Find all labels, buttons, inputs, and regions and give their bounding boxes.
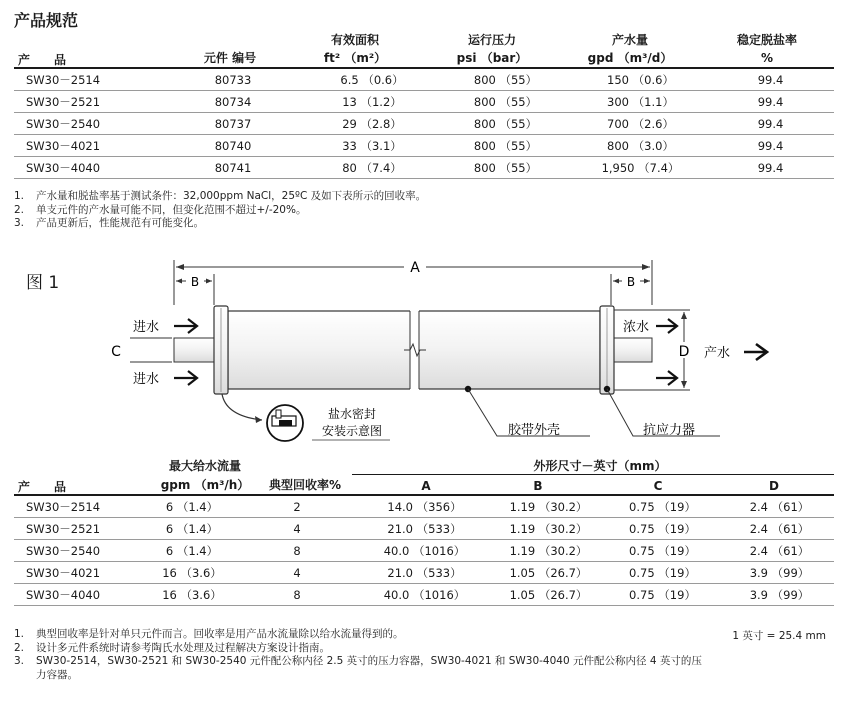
dims-cell-feed: 16 （3.6） — [142, 562, 242, 584]
spec-cell-product: SW30－2514 — [14, 69, 159, 91]
note-number: 3. — [14, 217, 25, 229]
spec-cell-area: 80 （7.4） — [307, 157, 437, 179]
dims-row — [14, 584, 834, 606]
concentrate-arrow-bottom — [656, 371, 677, 385]
dims-cell-a: 21.0 （533） — [352, 518, 497, 540]
spec-notes — [14, 190, 426, 231]
spec-cell-area: 33 （3.1） — [307, 135, 437, 157]
brine-seal-callout — [222, 394, 390, 441]
spec-header-rejection-unit: % — [760, 51, 774, 65]
spec-cell-pressure: 800 （55） — [437, 157, 574, 179]
feed-arrow-bottom — [174, 371, 197, 385]
dims-note — [14, 642, 702, 656]
spec-cell-code: 80740 — [159, 135, 307, 157]
brine-seal-label-line2: 安装示意图 — [321, 424, 383, 438]
dims-cell-a: 40.0 （1016） — [352, 584, 497, 606]
note-number: 2. — [14, 203, 25, 216]
spec-cell-code: 80734 — [159, 91, 307, 113]
spec-cell-code: 80733 — [159, 69, 307, 91]
dims-cell-d: 3.9 （99） — [725, 562, 834, 584]
spec-header-pressure-unit: psi （bar） — [456, 51, 528, 65]
dims-row — [14, 518, 834, 540]
unit-conversion-note: 1 英寸 = 25.4 mm — [732, 630, 826, 642]
dims-note — [14, 655, 702, 669]
dims-header-d: D — [769, 479, 779, 493]
dimension-d-label: D — [678, 344, 690, 360]
dims-header-outline: 外形尺寸－英寸（mm） — [533, 459, 667, 473]
spec-cell-flow: 1,950 （7.4） — [574, 157, 707, 179]
feed-label-top: 进水 — [133, 320, 160, 335]
dims-notes — [14, 628, 702, 682]
note-number: 2. — [14, 641, 25, 654]
spec-cell-product: SW30－4021 — [14, 135, 159, 157]
spec-cell-rejection: 99.4 — [707, 157, 834, 179]
note-number: 1. — [14, 628, 25, 640]
dims-cell-b: 1.19 （30.2） — [497, 540, 600, 562]
note-text: 产水量和脱盐率基于测试条件：32,000ppm NaCl，25ºC 及如下表所示的回收率。 — [36, 190, 427, 202]
note-text: 典型回收率是针对单只元件而言。回收率是用产品水流量除以给水流量得到的。 — [36, 628, 404, 640]
concentrate-arrow-top — [656, 319, 677, 333]
spec-row — [14, 91, 834, 113]
spec-cell-pressure: 800 （55） — [437, 135, 574, 157]
spec-cell-flow: 300 （1.1） — [574, 91, 707, 113]
note-number: 3. — [14, 655, 25, 667]
permeate-tube-right — [610, 338, 652, 362]
spec-note — [14, 190, 426, 204]
spec-cell-product: SW30－2540 — [14, 113, 159, 135]
feed-label-bottom: 进水 — [133, 372, 160, 387]
element-diagram — [0, 250, 851, 455]
dims-cell-a: 21.0 （533） — [352, 562, 497, 584]
spec-cell-area: 6.5 （0.6） — [307, 69, 437, 91]
dims-cell-c: 0.75 （19） — [600, 562, 725, 584]
dims-cell-feed: 6 （1.4） — [142, 496, 242, 518]
dims-cell-recovery: 8 — [242, 540, 352, 562]
atd-callout — [604, 386, 720, 438]
dims-cell-b: 1.19 （30.2） — [497, 518, 600, 540]
dims-header-max-feed-unit: gpm （m³/h） — [160, 478, 250, 492]
dims-header-a: A — [421, 479, 431, 493]
dims-cell-d: 2.4 （61） — [725, 540, 834, 562]
spec-cell-product: SW30－2521 — [14, 91, 159, 113]
dimension-a — [174, 258, 652, 305]
dims-header-max-feed-name: 最大给水流量 — [168, 459, 241, 473]
spec-header-area — [300, 33, 410, 65]
spec-cell-pressure: 800 （55） — [437, 113, 574, 135]
spec-cell-area: 29 （2.8） — [307, 113, 437, 135]
spec-row — [14, 157, 834, 179]
dims-cell-d: 2.4 （61） — [725, 496, 834, 518]
tape-wrap-label: 胶带外壳 — [508, 423, 561, 438]
spec-header-area-unit: ft² （m²） — [323, 51, 387, 65]
spec-header-rejection-name: 稳定脱盐率 — [736, 33, 797, 47]
dims-row — [14, 540, 834, 562]
spec-cell-flow: 700 （2.6） — [574, 113, 707, 135]
dims-cell-product: SW30－4021 — [14, 562, 142, 584]
brine-seal-label-line1: 盐水密封 — [327, 407, 377, 421]
spec-cell-flow: 800 （3.0） — [574, 135, 707, 157]
feed-arrow-top — [174, 319, 197, 333]
dims-row — [14, 562, 834, 584]
spec-note — [14, 217, 426, 231]
dimension-c-label: C — [111, 344, 121, 360]
dims-cell-product: SW30－2514 — [14, 496, 142, 518]
dims-cell-c: 0.75 （19） — [600, 540, 725, 562]
permeate-tube-left — [174, 338, 216, 362]
dims-cell-d: 2.4 （61） — [725, 518, 834, 540]
dims-cell-c: 0.75 （19） — [600, 584, 725, 606]
spec-cell-pressure: 800 （55） — [437, 69, 574, 91]
dims-header-c: C — [653, 479, 663, 493]
spec-cell-code: 80741 — [159, 157, 307, 179]
dims-cell-recovery: 4 — [242, 518, 352, 540]
spec-cell-product: SW30－4040 — [14, 157, 159, 179]
spec-cell-rejection: 99.4 — [707, 91, 834, 113]
dims-cell-feed: 6 （1.4） — [142, 518, 242, 540]
dims-cell-b: 1.05 （26.7） — [497, 584, 600, 606]
dims-cell-feed: 6 （1.4） — [142, 540, 242, 562]
dims-note — [14, 669, 702, 683]
spec-cell-pressure: 800 （55） — [437, 91, 574, 113]
dims-header-recovery: 典型回收率% — [268, 478, 342, 492]
spec-header-rejection — [712, 33, 822, 65]
dims-cell-a: 14.0 （356） — [352, 496, 497, 518]
dims-cell-d: 3.9 （99） — [725, 584, 834, 606]
outline-header-rule — [352, 474, 834, 475]
spec-row — [14, 69, 834, 91]
dims-cell-c: 0.75 （19） — [600, 496, 725, 518]
dimension-c — [111, 338, 172, 362]
dims-row — [14, 496, 834, 518]
permeate-arrow — [744, 344, 767, 360]
spec-cell-rejection: 99.4 — [707, 69, 834, 91]
dimension-b-left — [176, 273, 214, 305]
spec-header-code: 元件 编号 — [203, 51, 257, 65]
spec-row — [14, 135, 834, 157]
spec-cell-rejection: 99.4 — [707, 113, 834, 135]
note-text: 设计多元件系统时请参考陶氏水处理及过程解决方案设计指南。 — [36, 641, 330, 654]
dims-header-product: 产 品 — [18, 480, 67, 494]
note-text: 力容器。 — [36, 668, 78, 681]
dims-cell-product: SW30－4040 — [14, 584, 142, 606]
atd-label: 抗应力器 — [643, 423, 696, 438]
tape-wrap-callout — [465, 386, 590, 438]
spec-header-product: 产 品 — [18, 53, 67, 67]
spec-header-pressure-name: 运行压力 — [467, 33, 516, 47]
dims-cell-product: SW30－2540 — [14, 540, 142, 562]
dims-table — [14, 494, 834, 606]
dimension-a-label: A — [410, 260, 420, 276]
spec-note — [14, 204, 426, 218]
dims-cell-feed: 16 （3.6） — [142, 584, 242, 606]
spec-cell-rejection: 99.4 — [707, 135, 834, 157]
permeate-label: 产水 — [704, 346, 731, 361]
section-title: 产品规范 — [14, 11, 79, 30]
dims-cell-product: SW30－2521 — [14, 518, 142, 540]
spec-cell-flow: 150 （0.6） — [574, 69, 707, 91]
dimension-b-right-label: B — [626, 275, 636, 289]
concentrate-label: 浓水 — [623, 320, 650, 335]
note-text: 产品更新后，性能规范有可能变化。 — [36, 217, 204, 229]
dims-header-max-feed — [150, 459, 260, 492]
figure-label: 图 1 — [26, 273, 60, 293]
dims-cell-a: 40.0 （1016） — [352, 540, 497, 562]
dimension-b-left-label: B — [190, 275, 200, 289]
note-text: 单支元件的产水量可能不同，但变化范围不超过+/-20%。 — [36, 203, 307, 216]
spec-header-flow — [570, 33, 690, 65]
spec-table — [14, 67, 834, 179]
spec-header-flow-name: 产水量 — [611, 33, 648, 47]
dimension-b-right — [611, 273, 650, 305]
dims-cell-recovery: 4 — [242, 562, 352, 584]
note-text: SW30-2514，SW30-2521 和 SW30-2540 元件配公称内径 2.5 英寸的压力容器，SW30-4021 和 SW30-4040 元件配公称内径 4 英寸的压 — [36, 655, 702, 667]
dims-header-b: B — [533, 479, 543, 493]
dims-cell-b: 1.19 （30.2） — [497, 496, 600, 518]
spec-cell-code: 80737 — [159, 113, 307, 135]
spec-header-pressure — [437, 33, 547, 65]
spec-row — [14, 113, 834, 135]
dims-cell-recovery: 8 — [242, 584, 352, 606]
dims-note — [14, 628, 702, 642]
spec-cell-area: 13 （1.2） — [307, 91, 437, 113]
note-number: 1. — [14, 190, 25, 202]
spec-header-flow-unit: gpd （m³/d） — [587, 51, 673, 65]
dims-cell-c: 0.75 （19） — [600, 518, 725, 540]
spec-header-area-name: 有效面积 — [330, 33, 379, 47]
dims-cell-b: 1.05 （26.7） — [497, 562, 600, 584]
dims-cell-recovery: 2 — [242, 496, 352, 518]
